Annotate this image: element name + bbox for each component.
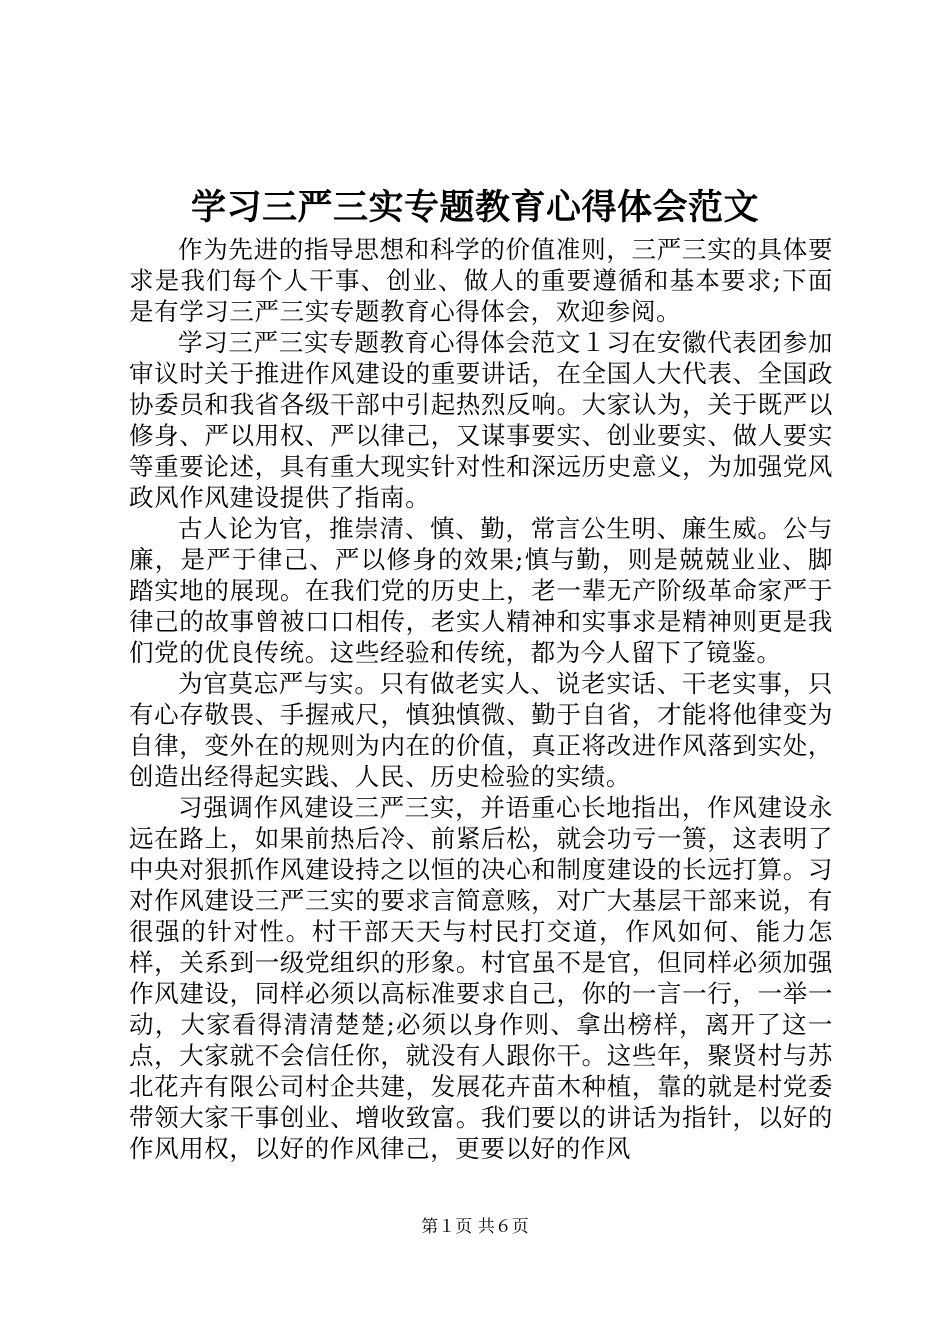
paragraph-1: 作为先进的指导思想和科学的价值准则，三严三实的具体要求是我们每个人干事、创业、做人的重要遵循和基本要求;下面是有学习三严三实专题教育心得体会，欢迎参阅。 bbox=[129, 235, 833, 326]
paragraph-3: 古人论为官，推崇清、慎、勤，常言公生明、廉生威。公与廉，是严于律己、严以修身的效果;慎与勤，则是兢兢业业、脚踏实地的展现。在我们党的历史上，老一辈无产阶级革命家严于律己的故事曾被口口相传，老实人精神和实事求是精神则更是我们党的优良传统。这些经验和传统，都为今人留下了镜鉴。 bbox=[129, 514, 833, 667]
page-number-footer: 第１页 共６页 bbox=[421, 1217, 529, 1237]
paragraph-4: 为官莫忘严与实。只有做老实人、说老实话、干老实事，只有心存敬畏、手握戒尺，慎独慎微、勤于自省，才能将他律变为自律，变外在的规则为内在的价值，真正将改进作风落到实处，创造出经得起实践、人民、历史检验的实绩。 bbox=[129, 669, 833, 791]
document-body bbox=[129, 234, 833, 1164]
paragraph-2: 学习三严三实专题教育心得体会范文１习在安徽代表团参加审议时关于推进作风建设的重要讲话，在全国人大代表、全国政协委员和我省各级干部中引起热烈反响。大家认为，关于既严以修身、严以用权、严以律己，又谋事要实、创业要实、做人要实等重要论述，具有重大现实针对性和深远历史意义，为加强党风政风作风建设提供了指南。 bbox=[129, 328, 833, 512]
document-title: 学习三严三实专题教育心得体会范文 bbox=[190, 187, 759, 228]
paragraph-5: 习强调作风建设三严三实，并语重心长地指出，作风建设永远在路上，如果前热后冷、前紧后松，就会功亏一篑，这表明了中央对狠抓作风建设持之以恒的决心和制度建设的长远打算。习对作风建设三严三实的要求言简意赅，对广大基层干部来说，有很强的针对性。村干部天天与村民打交道，作风如何、能力怎样，关系到一级党组织的形象。村官虽不是官，但同样必须加强作风建设，同样必须以高标准要求自己，你的一言一行，一举一动，大家看得清清楚楚;必须以身作则、拿出榜样，离开了这一点，大家就不会信任你，就没有人跟你干。这些年，聚贤村与苏北花卉有限公司村企共建，发展花卉苗木种植，靠的就是村党委带领大家干事创业、增收致富。我们要以的讲话为指针，以好的作风用权，以好的作风律己，更要以好的作风 bbox=[129, 793, 833, 1163]
